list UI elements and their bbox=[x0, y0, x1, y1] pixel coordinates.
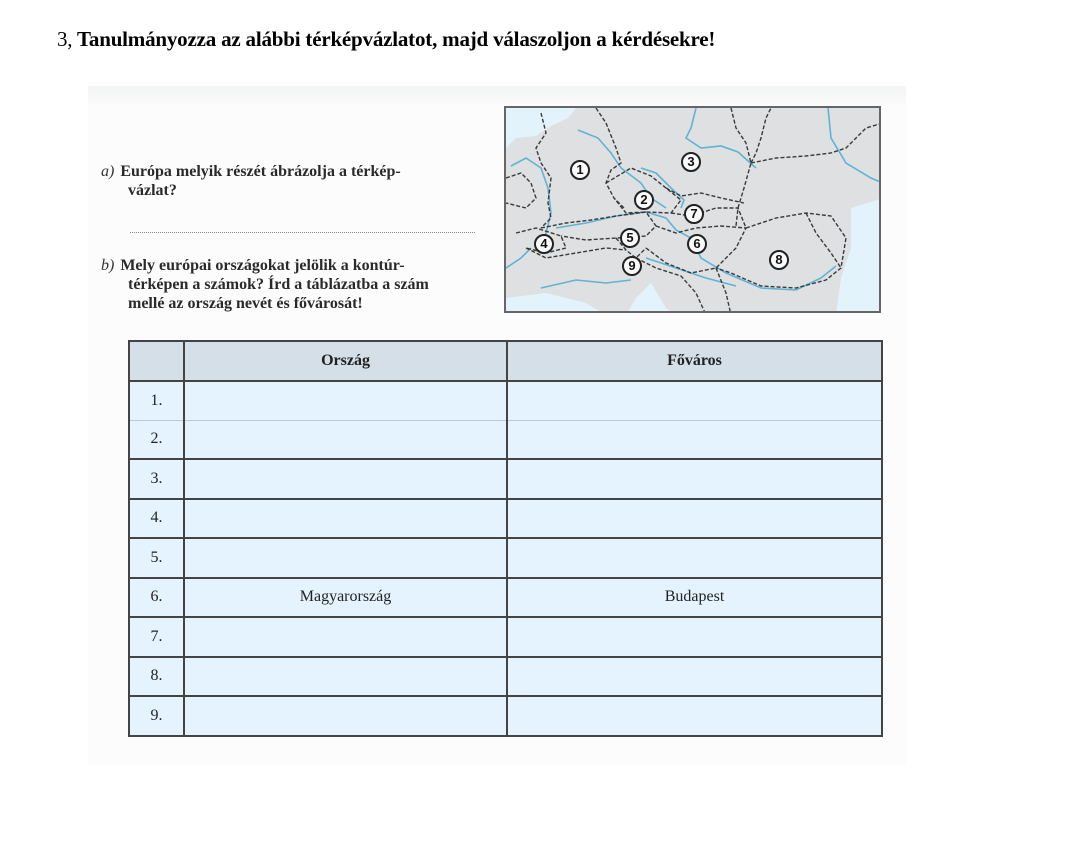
border-belarus bbox=[751, 108, 771, 163]
border-benelux bbox=[506, 173, 536, 208]
question-a-line2: vázlat? bbox=[128, 182, 177, 199]
capital-cell[interactable] bbox=[507, 538, 882, 578]
table-row bbox=[129, 657, 882, 697]
country-cell[interactable] bbox=[184, 420, 507, 459]
question-a bbox=[101, 162, 481, 200]
table-row bbox=[129, 459, 882, 499]
country-cell[interactable] bbox=[184, 499, 507, 539]
row-number: 7. bbox=[129, 617, 184, 657]
task-title bbox=[57, 27, 715, 52]
map-marker-7: 7 bbox=[684, 204, 704, 224]
country-cell[interactable] bbox=[184, 657, 507, 697]
table-header-row bbox=[129, 341, 882, 381]
capital-cell[interactable]: Budapest bbox=[507, 578, 882, 618]
border-poland-south bbox=[666, 188, 744, 203]
map-marker-3: 3 bbox=[681, 152, 701, 172]
river-dnieper bbox=[828, 108, 881, 183]
answer-table bbox=[128, 340, 883, 737]
border-moldova bbox=[806, 213, 841, 268]
map-marker-2: 2 bbox=[634, 190, 654, 210]
contour-map bbox=[504, 106, 881, 313]
capital-cell[interactable] bbox=[507, 696, 882, 736]
capital-cell[interactable] bbox=[507, 499, 882, 539]
adriatic-sea bbox=[626, 283, 676, 313]
country-cell[interactable] bbox=[184, 617, 507, 657]
border-germany-east bbox=[596, 108, 624, 208]
question-b-line2: térképen a számok? Írd a táblázatba a szám bbox=[128, 276, 429, 293]
question-b-line3: mellé az ország nevét és fővárosát! bbox=[128, 295, 363, 312]
river-rhone bbox=[506, 248, 531, 268]
country-cell[interactable] bbox=[184, 696, 507, 736]
map-marker-4: 4 bbox=[534, 234, 554, 254]
row-number: 3. bbox=[129, 459, 184, 499]
black-sea bbox=[836, 198, 881, 313]
capital-cell[interactable] bbox=[507, 657, 882, 697]
row-number: 6. bbox=[129, 578, 184, 618]
country-cell[interactable] bbox=[184, 538, 507, 578]
river-po bbox=[541, 280, 631, 288]
map-marker-9: 9 bbox=[622, 256, 642, 276]
country-cell[interactable]: Magyarország bbox=[184, 578, 507, 618]
row-number: 5. bbox=[129, 538, 184, 578]
table-row bbox=[129, 538, 882, 578]
row-number: 8. bbox=[129, 657, 184, 697]
border-poland-east bbox=[731, 108, 751, 226]
header-number bbox=[129, 341, 184, 381]
border-slovakia bbox=[671, 208, 746, 228]
table-row bbox=[129, 617, 882, 657]
table-row bbox=[129, 381, 882, 420]
question-b-label: b) bbox=[101, 257, 115, 274]
country-cell[interactable] bbox=[184, 459, 507, 499]
table-row bbox=[129, 420, 882, 459]
capital-cell[interactable] bbox=[507, 381, 882, 420]
answer-line-a[interactable] bbox=[130, 232, 475, 233]
map-marker-5: 5 bbox=[620, 228, 640, 248]
question-a-line1: Európa melyik részét ábrázolja a térkép- bbox=[120, 163, 401, 180]
row-number: 4. bbox=[129, 499, 184, 539]
country-cell[interactable] bbox=[184, 381, 507, 420]
header-capital: Főváros bbox=[507, 341, 882, 381]
map-marker-1: 1 bbox=[570, 160, 590, 180]
header-country: Ország bbox=[184, 341, 507, 381]
table-row bbox=[129, 696, 882, 736]
question-b bbox=[101, 256, 481, 313]
capital-cell[interactable] bbox=[507, 617, 882, 657]
question-b-line1: Mely európai országokat jelölik a kontúr- bbox=[120, 257, 405, 274]
scan-header-band bbox=[88, 86, 906, 104]
border-ukraine bbox=[751, 123, 881, 163]
task-number: 3, bbox=[57, 27, 73, 51]
row-number: 1. bbox=[129, 381, 184, 420]
row-number: 9. bbox=[129, 696, 184, 736]
task-instruction: Tanulmányozza az alábbi térképvázlatot, majd válaszoljon a kérdésekre! bbox=[77, 27, 716, 51]
map-marker-6: 6 bbox=[687, 234, 707, 254]
row-number: 2. bbox=[129, 420, 184, 459]
question-a-label: a) bbox=[101, 163, 115, 180]
capital-cell[interactable] bbox=[507, 459, 882, 499]
table-row bbox=[129, 578, 882, 618]
table-row bbox=[129, 499, 882, 539]
rivers bbox=[506, 108, 881, 290]
map-marker-8: 8 bbox=[769, 250, 789, 270]
mediterranean-sea bbox=[506, 293, 606, 313]
capital-cell[interactable] bbox=[507, 420, 882, 459]
